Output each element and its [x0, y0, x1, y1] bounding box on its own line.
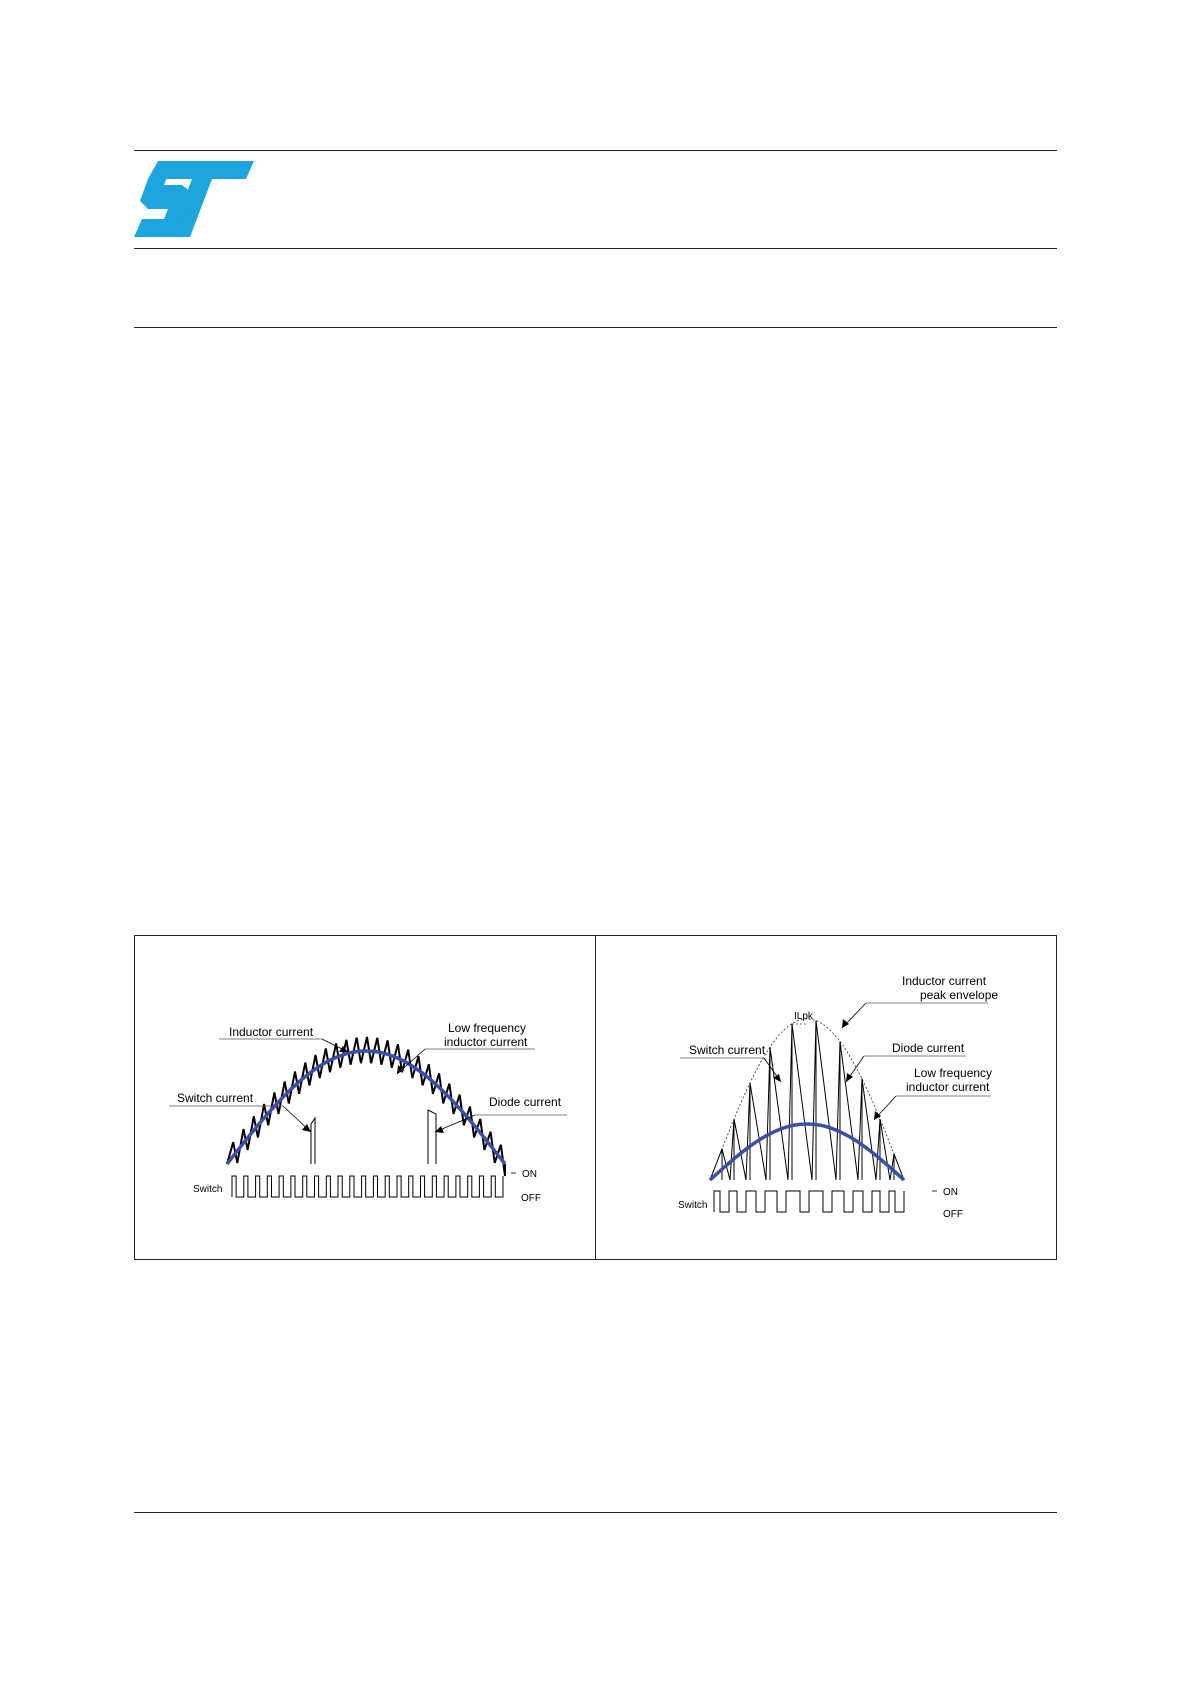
footer-rule [134, 1512, 1057, 1513]
diode-current-label: Diode current [892, 1041, 965, 1055]
low-frequency-inductor-current-curve [227, 1051, 505, 1164]
tm-waveform-diagram [596, 936, 1056, 1261]
header-bottom-rule [134, 327, 1057, 328]
switch-label: Switch [678, 1200, 708, 1211]
low-frequency-label-line2: inductor current [906, 1080, 990, 1094]
peak-envelope-label-line1: Inductor current [902, 974, 987, 988]
low-frequency-label-line1: Low frequency [914, 1066, 993, 1080]
figure-box [134, 935, 1057, 1260]
off-label: OFF [521, 1193, 541, 1204]
on-label: ON [522, 1169, 537, 1180]
switch-current-label: Switch current [177, 1091, 254, 1105]
off-label: OFF [943, 1209, 963, 1220]
peak-envelope-label-line2: peak envelope [920, 988, 999, 1002]
switch-current-label: Switch current [689, 1043, 766, 1057]
on-label: ON [943, 1187, 958, 1198]
diode-current-pulse [428, 1110, 436, 1164]
st-logo [134, 161, 260, 244]
arrowhead [842, 1019, 849, 1028]
diode-current-label: Diode current [489, 1095, 562, 1109]
low-frequency-label-line2: inductor current [444, 1035, 528, 1049]
figure-panel-tm [596, 936, 1056, 1259]
switch-signal-waveform [232, 1176, 503, 1197]
switch-current-pulse [311, 1118, 315, 1164]
header-middle-rule [134, 248, 1057, 249]
switch-label: Switch [193, 1184, 223, 1195]
inductor-current-label: Inductor current [229, 1025, 314, 1039]
arrowhead [846, 1073, 853, 1082]
figure-panel-ccm [135, 936, 595, 1259]
switch-signal-waveform [714, 1191, 904, 1212]
header-top-rule [134, 150, 1057, 151]
ilpk-label: ILpk [794, 1011, 813, 1022]
low-frequency-label-line1: Low frequency [448, 1021, 527, 1035]
inductor-current-waveform [227, 1037, 505, 1176]
ccm-waveform-diagram [135, 936, 595, 1261]
